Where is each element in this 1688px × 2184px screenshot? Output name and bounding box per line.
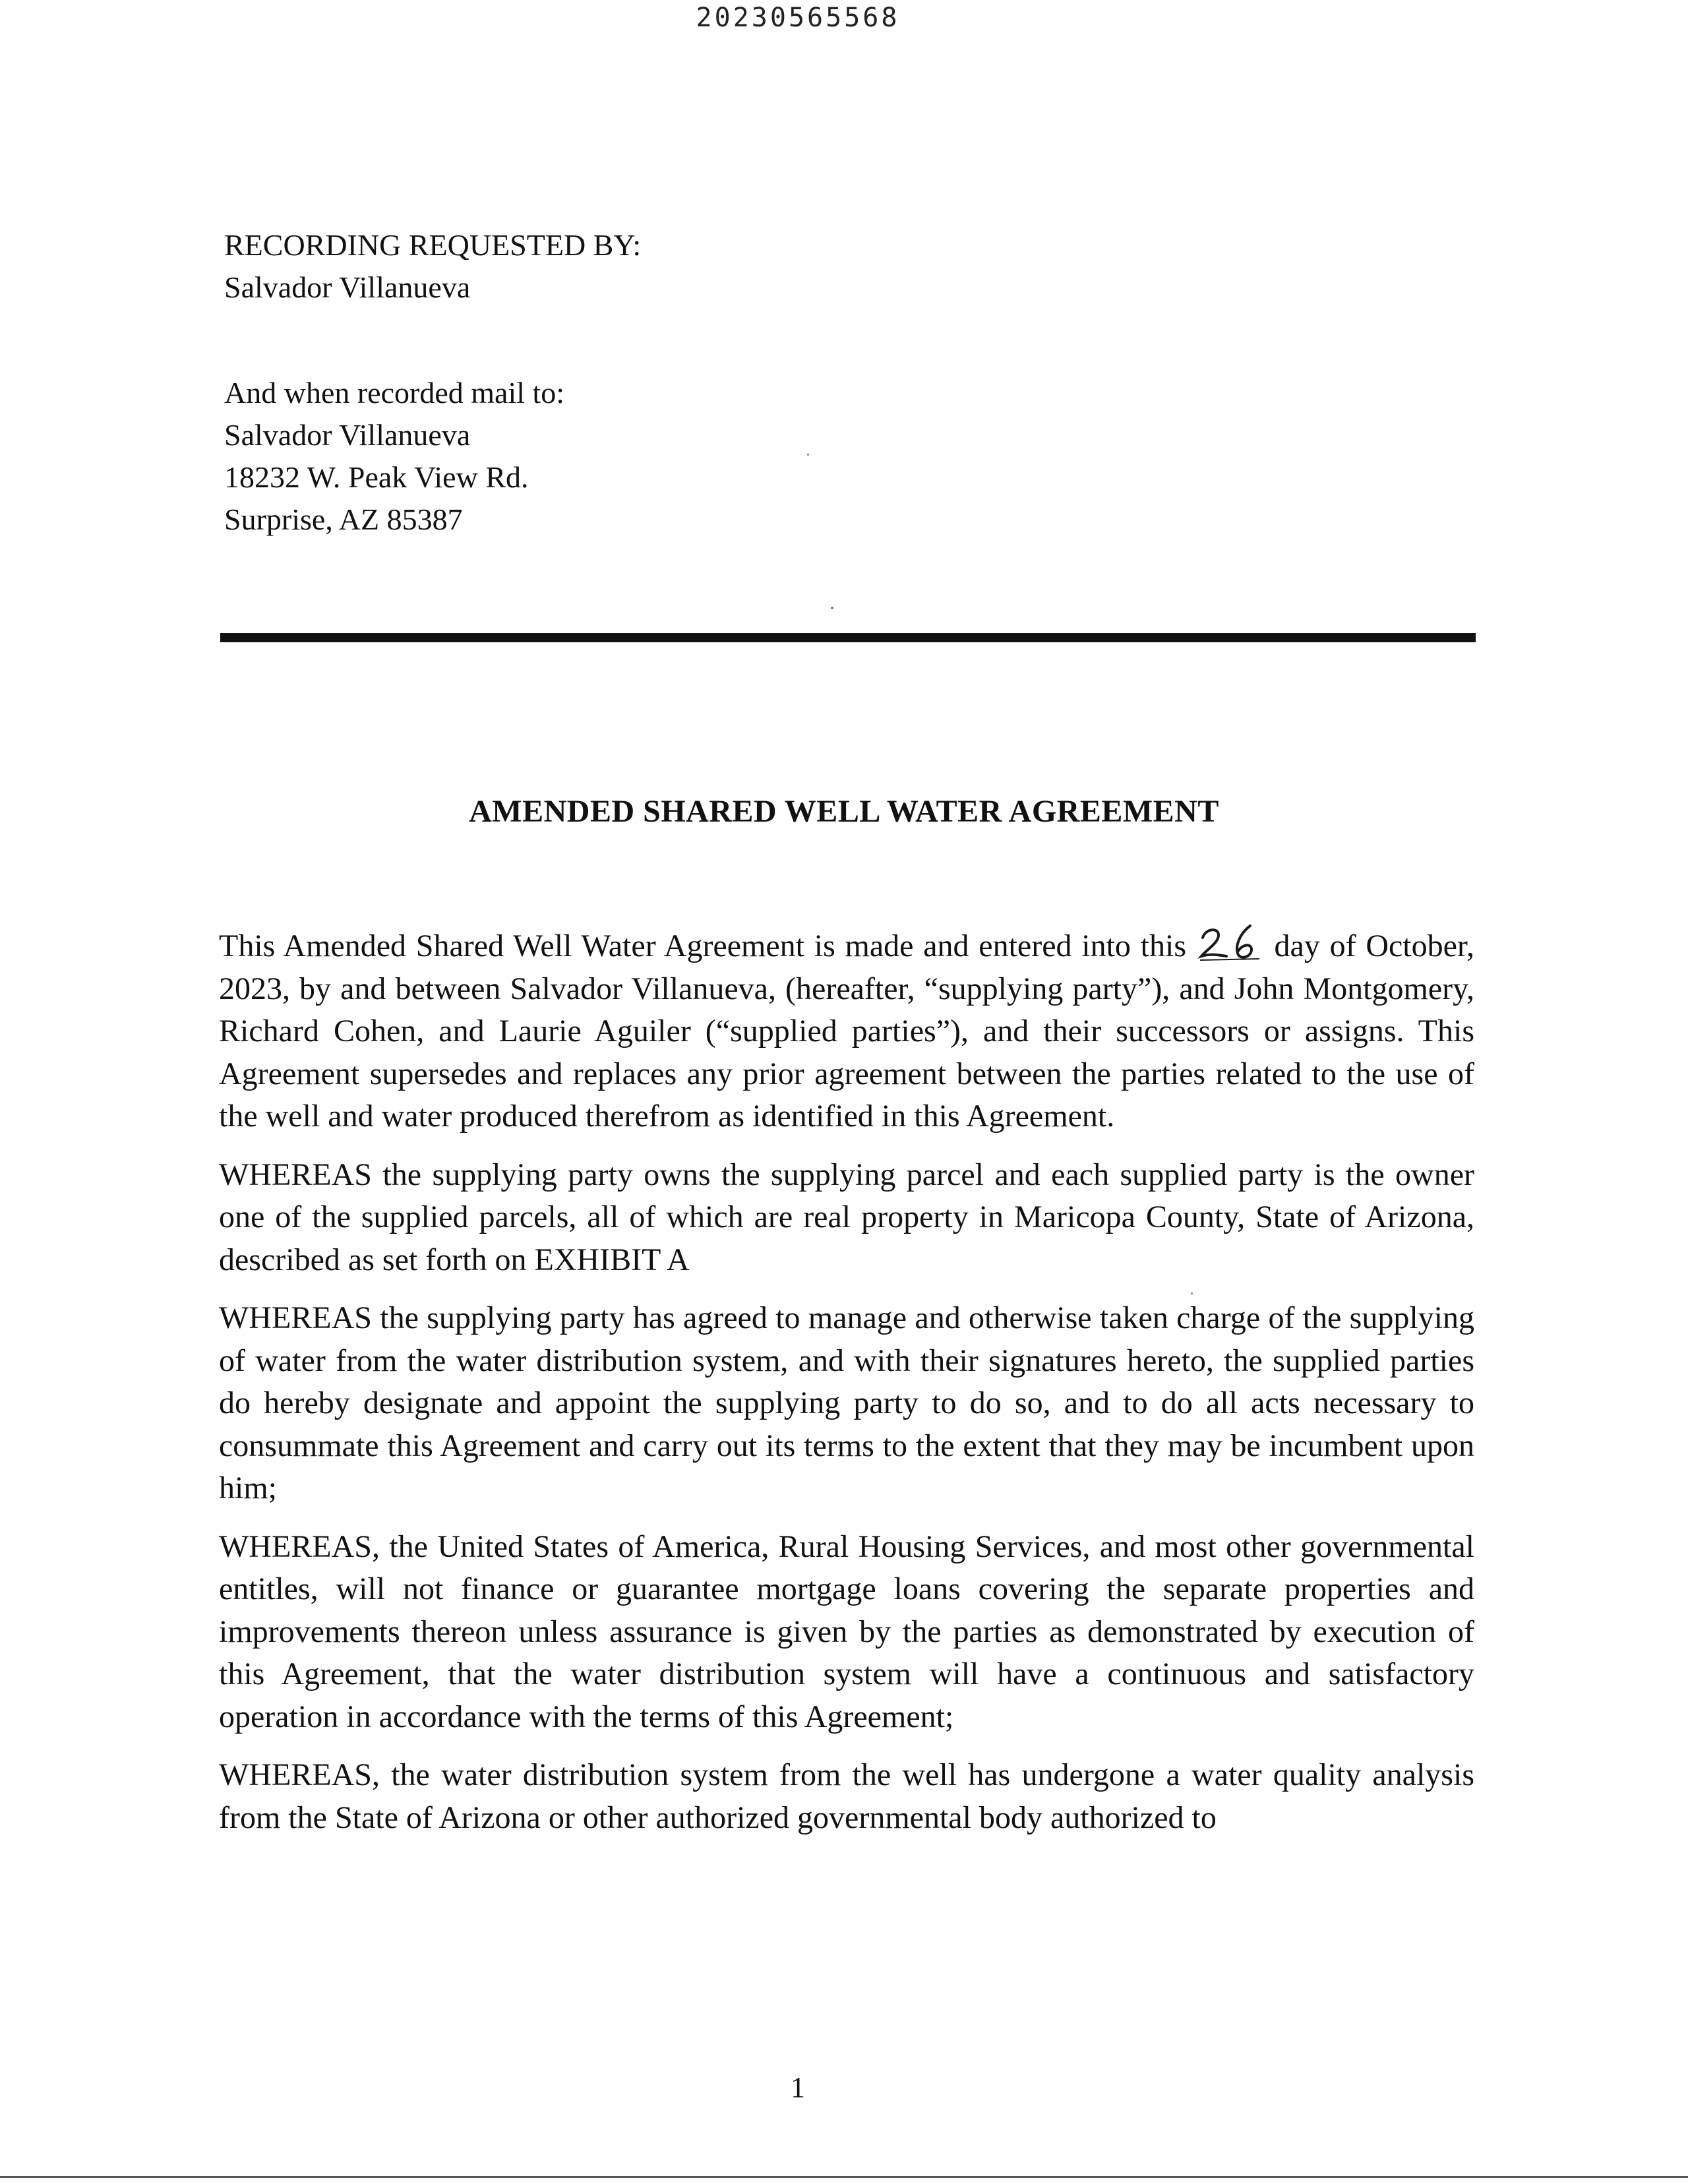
handwritten-day-signature	[1199, 923, 1262, 963]
intro-text-before-day: This Amended Shared Well Water Agreement is made and entered into this	[219, 928, 1187, 963]
whereas-paragraph-2: WHEREAS the supplying party has agreed to manage and otherwise taken charge of the supplying of water from the water distribution system, and with their signatures hereto, the supplied parties do hereby designate and appoint the supplying party to do so, and to do all acts necessary to consummate this Agreement and carry out its terms to the extent that they may be incumbent upon him;	[219, 1300, 1474, 1505]
document-title: AMENDED SHARED WELL WATER AGREEMENT	[469, 794, 1219, 829]
scan-bottom-edge	[0, 2176, 1688, 2178]
page-number: 1	[791, 2071, 805, 2104]
mail-to-block	[224, 372, 564, 541]
requested-by-name: Salvador Villanueva	[224, 270, 471, 304]
scan-speck	[831, 607, 833, 609]
handwritten-day-26	[1199, 923, 1262, 957]
requested-by-label: RECORDING REQUESTED BY:	[224, 228, 642, 262]
scan-speck	[1191, 1292, 1193, 1294]
mail-to-street: 18232 W. Peak View Rd.	[224, 460, 529, 494]
intro-paragraph	[219, 923, 1474, 1138]
header-divider	[220, 633, 1476, 642]
mail-to-label: And when recorded mail to:	[224, 376, 565, 410]
recording-requested-block	[224, 224, 641, 309]
whereas-paragraph-4: WHEREAS, the water distribution system from the well has undergone a water quality analysis from the State of Arizona or other authorized governmental body authorized to	[219, 1757, 1474, 1835]
intro-text-after-day: day of October, 2023, by and between Salvador Villanueva, (hereafter, “supplying party”), and John Montgomery, Richard Cohen, and Laurie Aguiler (“supplied parties”), and their successors or assigns. This Agreement supersedes and replaces any prior agreement between the parties related to the use of the well and water produced therefrom as identified in this Agreement.	[219, 928, 1474, 1134]
agreement-body	[219, 923, 1474, 1855]
whereas-paragraph-1: WHEREAS the supplying party owns the supplying parcel and each supplied party is the owner one of the supplied parcels, all of which are real property in Maricopa County, State of Arizona, described as set forth on EXHIBIT A	[219, 1157, 1474, 1277]
whereas-paragraph-3: WHEREAS, the United States of America, Rural Housing Services, and most other governmental entitles, will not finance or guarantee mortgage loans covering the separate properties and improvements thereon unless assurance is given by the parties as demonstrated by execution of this Agreement, that the water distribution system will have a continuous and satisfactory operation in accordance with the terms of this Agreement;	[219, 1529, 1474, 1734]
mail-to-city: Surprise, AZ 85387	[224, 502, 463, 536]
mail-to-name: Salvador Villanueva	[224, 418, 471, 452]
recording-number: 20230565568	[696, 3, 900, 33]
scan-speck	[807, 454, 809, 456]
